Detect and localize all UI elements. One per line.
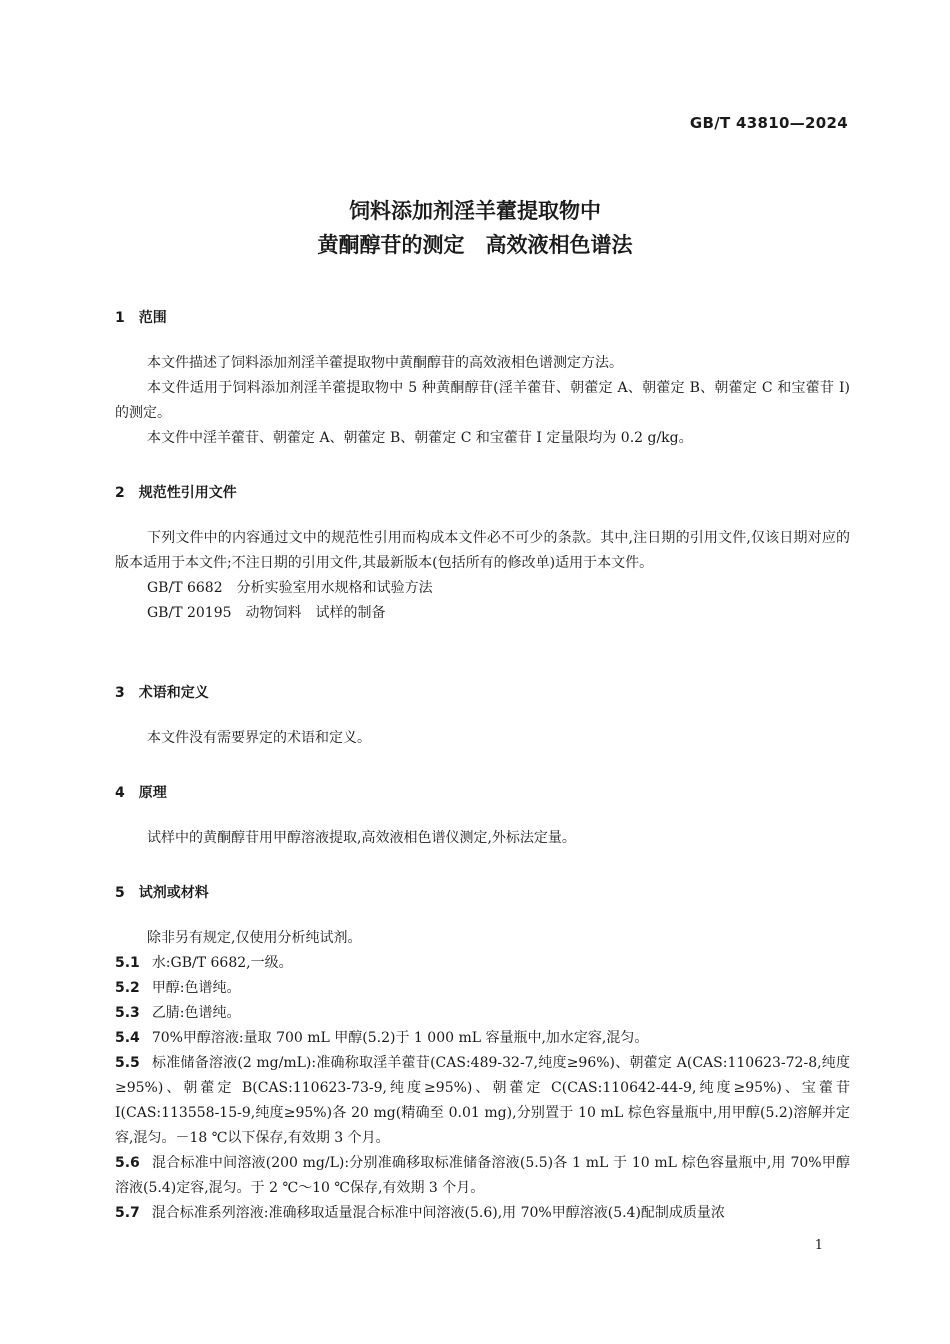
page-number: 1 <box>814 1238 823 1253</box>
clause-list <box>115 951 850 1226</box>
section-reagents <box>115 883 850 1226</box>
clause-number: 5.2 <box>115 980 140 996</box>
reference-item: GB/T 20195 动物饲料 试样的制备 <box>147 605 386 621</box>
paragraph: 试样中的黄酮醇苷用甲醇溶液提取,高效液相色谱仪测定,外标法定量。 <box>147 830 576 846</box>
section-heading: 2 规范性引用文件 <box>115 485 237 501</box>
clause-item <box>115 976 850 1001</box>
paragraph: 本文件描述了饲料添加剂淫羊藿提取物中黄酮醇苷的高效液相色谱测定方法。 <box>147 355 623 371</box>
section-normative-references <box>115 483 850 626</box>
section-heading: 1 范围 <box>115 310 167 326</box>
clause-number: 5.6 <box>115 1155 140 1171</box>
title-line-1: 饲料添加剂淫羊藿提取物中 <box>349 199 601 223</box>
clause-text: 混合标准中间溶液(200 mg/L):分别准确移取标准储备溶液(5.5)各 1 mL 于 10 mL 棕色容量瓶中,用 70%甲醇溶液(5.4)定容,混匀。于 2 ℃～10 ℃保存,有效期 3 个月。 <box>115 1155 850 1196</box>
clause-number: 5.1 <box>115 955 140 971</box>
clause-number: 5.7 <box>115 1205 140 1221</box>
section-scope <box>115 308 850 451</box>
clause-text: 70%甲醇溶液:量取 700 mL 甲醇(5.2)于 1 000 mL 容量瓶中,加水定容,混匀。 <box>151 1030 649 1046</box>
clause-item <box>115 1026 850 1051</box>
standard-code: GB/T 43810—2024 <box>689 114 848 132</box>
clause-text: 混合标准系列溶液:准确移取适量混合标准中间溶液(5.6),用 70%甲醇溶液(5.4)配制成质量浓 <box>151 1205 725 1221</box>
section-heading: 5 试剂或材料 <box>115 885 209 901</box>
paragraph: 除非另有规定,仅使用分析纯试剂。 <box>147 930 362 946</box>
paragraph: 下列文件中的内容通过文中的规范性引用而构成本文件必不可少的条款。其中,注日期的引用文件,仅该日期对应的版本适用于本文件;不注日期的引用文件,其最新版本(包括所有的修改单)适用于本文件。 <box>115 530 850 571</box>
clause-item <box>115 1151 850 1201</box>
paragraph: 本文件适用于饲料添加剂淫羊藿提取物中 5 种黄酮醇苷(淫羊藿苷、朝藿定 A、朝藿定 B、朝藿定 C 和宝藿苷 I)的测定。 <box>115 380 850 421</box>
clause-number: 5.5 <box>115 1055 140 1071</box>
clause-number: 5.4 <box>115 1030 140 1046</box>
clause-item <box>115 951 850 976</box>
section-terms <box>115 683 850 751</box>
clause-text: 水:GB/T 6682,一级。 <box>151 955 293 971</box>
clause-text: 标准储备溶液(2 mg/mL):准确称取淫羊藿苷(CAS:489-32-7,纯度≥96%)、朝藿定 A(CAS:110623-72-8,纯度≥95%)、朝藿定 B(CAS:110623-73-9,纯度≥95%)、朝藿定 C(CAS:110642-44-9,纯度≥95%)、宝藿苷 I(CAS:113558-15-9,纯度≥95%)各 20 mg(精确至 0.01 mg),分别置于 10 mL 棕色容量瓶中,用甲醇(5.2)溶解并定容,混匀。－18 ℃以下保存,有效期 3 个月。 <box>115 1055 850 1146</box>
section-heading: 3 术语和定义 <box>115 685 209 701</box>
section-heading: 4 原理 <box>115 785 167 801</box>
reference-item: GB/T 6682 分析实验室用水规格和试验方法 <box>147 580 433 596</box>
clause-item <box>115 1201 850 1226</box>
document-title <box>0 194 950 262</box>
clause-text: 甲醇:色谱纯。 <box>151 980 241 996</box>
clause-text: 乙腈:色谱纯。 <box>151 1005 241 1021</box>
clause-item <box>115 1051 850 1151</box>
paragraph: 本文件中淫羊藿苷、朝藿定 A、朝藿定 B、朝藿定 C 和宝藿苷 I 定量限均为 0.2 g/kg。 <box>147 430 693 446</box>
paragraph: 本文件没有需要界定的术语和定义。 <box>147 730 371 746</box>
title-line-2: 黄酮醇苷的测定 高效液相色谱法 <box>317 233 633 257</box>
section-principle <box>115 783 850 851</box>
clause-item <box>115 1001 850 1026</box>
clause-number: 5.3 <box>115 1005 140 1021</box>
